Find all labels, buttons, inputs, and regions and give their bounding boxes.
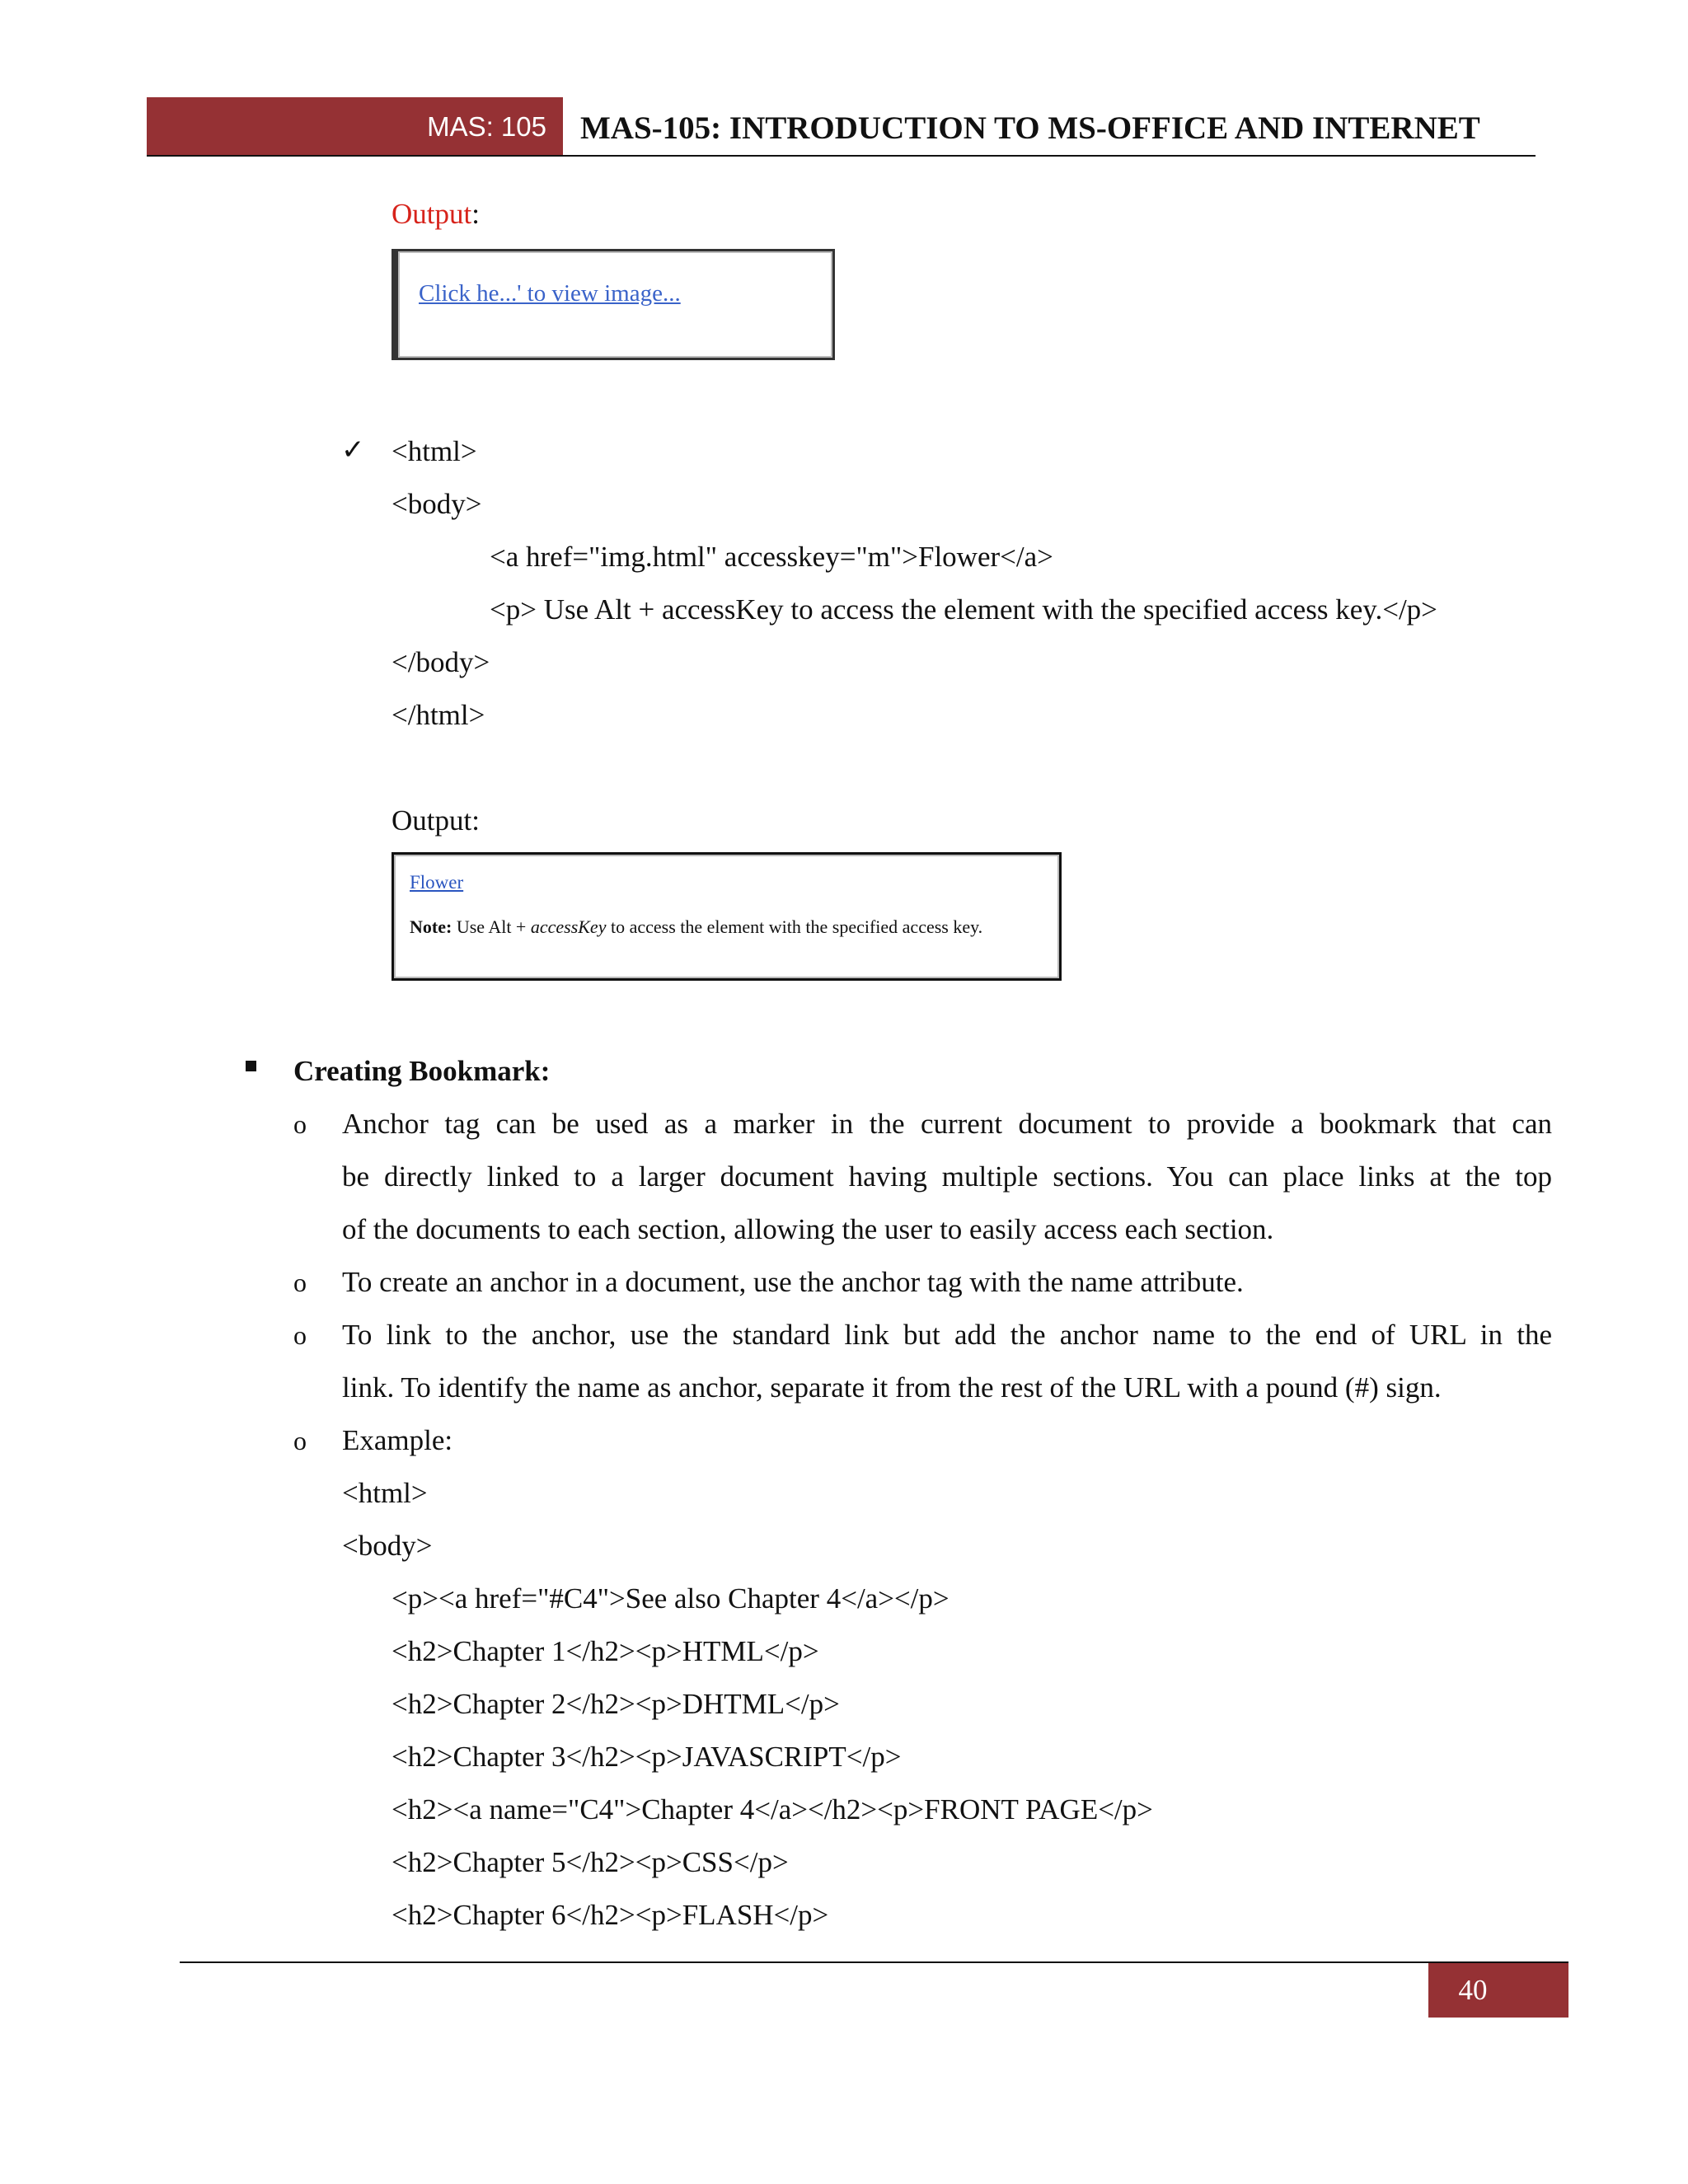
code-line: <html> [392,435,477,467]
code-line: <h2>Chapter 3</h2><p>JAVASCRIPT</p> [392,1741,902,1773]
code-line: <body> [392,488,482,520]
example-label: Example: [342,1424,453,1456]
circle-bullet: o [293,1320,307,1350]
output-label-word: Output [392,198,472,230]
code-line: <a href="img.html" accesskey="m">Flower</a> [490,541,1053,573]
code-line: </body> [392,646,490,678]
header-rule [147,155,1536,157]
course-code: MAS: 105 [427,111,546,142]
code-line: <h2>Chapter 6</h2><p>FLASH</p> [392,1899,829,1931]
paragraph-line: link. To identify the name as anchor, separate it from the rest of the URL with a pound (#) sign. [342,1371,1442,1404]
circle-bullet: o [293,1109,307,1139]
code-line: <p> Use Alt + accessKey to access the element with the specified access key.</p> [490,593,1437,626]
output-label [392,196,480,232]
circle-bullet: o [293,1268,307,1297]
checkmark-icon: ✓ [341,434,365,466]
code-line: <h2>Chapter 2</h2><p>DHTML</p> [392,1688,840,1720]
paragraph-line: of the documents to each section, allowing the user to easily access each section. [342,1213,1274,1245]
access-key-note [410,915,982,940]
circle-bullet: o [293,1426,307,1455]
code-line: <p><a href="#C4">See also Chapter 4</a></p> [392,1582,950,1615]
note-text: to access the element with the specified access key. [606,916,983,937]
page-number: 40 [1458,1974,1488,2006]
footer-rule [180,1961,1568,1963]
paragraph-line: To link to the anchor, use the standard link but add the anchor name to the end of URL in the [342,1319,1552,1351]
code-line: <h2><a name="C4">Chapter 4</a></h2><p>FRONT PAGE</p> [392,1793,1153,1825]
paragraph-line: To create an anchor in a document, use the anchor tag with the name attribute. [342,1266,1244,1298]
flower-link[interactable]: Flower [410,872,464,893]
view-image-link[interactable]: Click he...' to view image... [419,280,681,307]
paragraph-line: be directly linked to a larger document having multiple sections. You can place links at the top [342,1160,1552,1193]
note-text: Use Alt + [452,916,531,937]
page-title: MAS-105: INTRODUCTION TO MS-OFFICE AND INTERNET [580,110,1480,146]
paragraph-line: Anchor tag can be used as a marker in the current document to provide a bookmark that can [342,1108,1552,1140]
code-line: <html> [342,1477,428,1509]
code-line: <body> [342,1530,433,1562]
output-label: Output: [392,804,480,837]
code-line: </html> [392,699,485,731]
code-line: <h2>Chapter 1</h2><p>HTML</p> [392,1635,819,1667]
code-line: <h2>Chapter 5</h2><p>CSS</p> [392,1846,789,1878]
note-italic: accessKey [530,916,607,937]
note-label: Note: [410,916,452,937]
square-bullet-icon [246,1061,256,1071]
output-label-colon: : [471,198,480,230]
section-heading: Creating Bookmark: [293,1055,551,1087]
